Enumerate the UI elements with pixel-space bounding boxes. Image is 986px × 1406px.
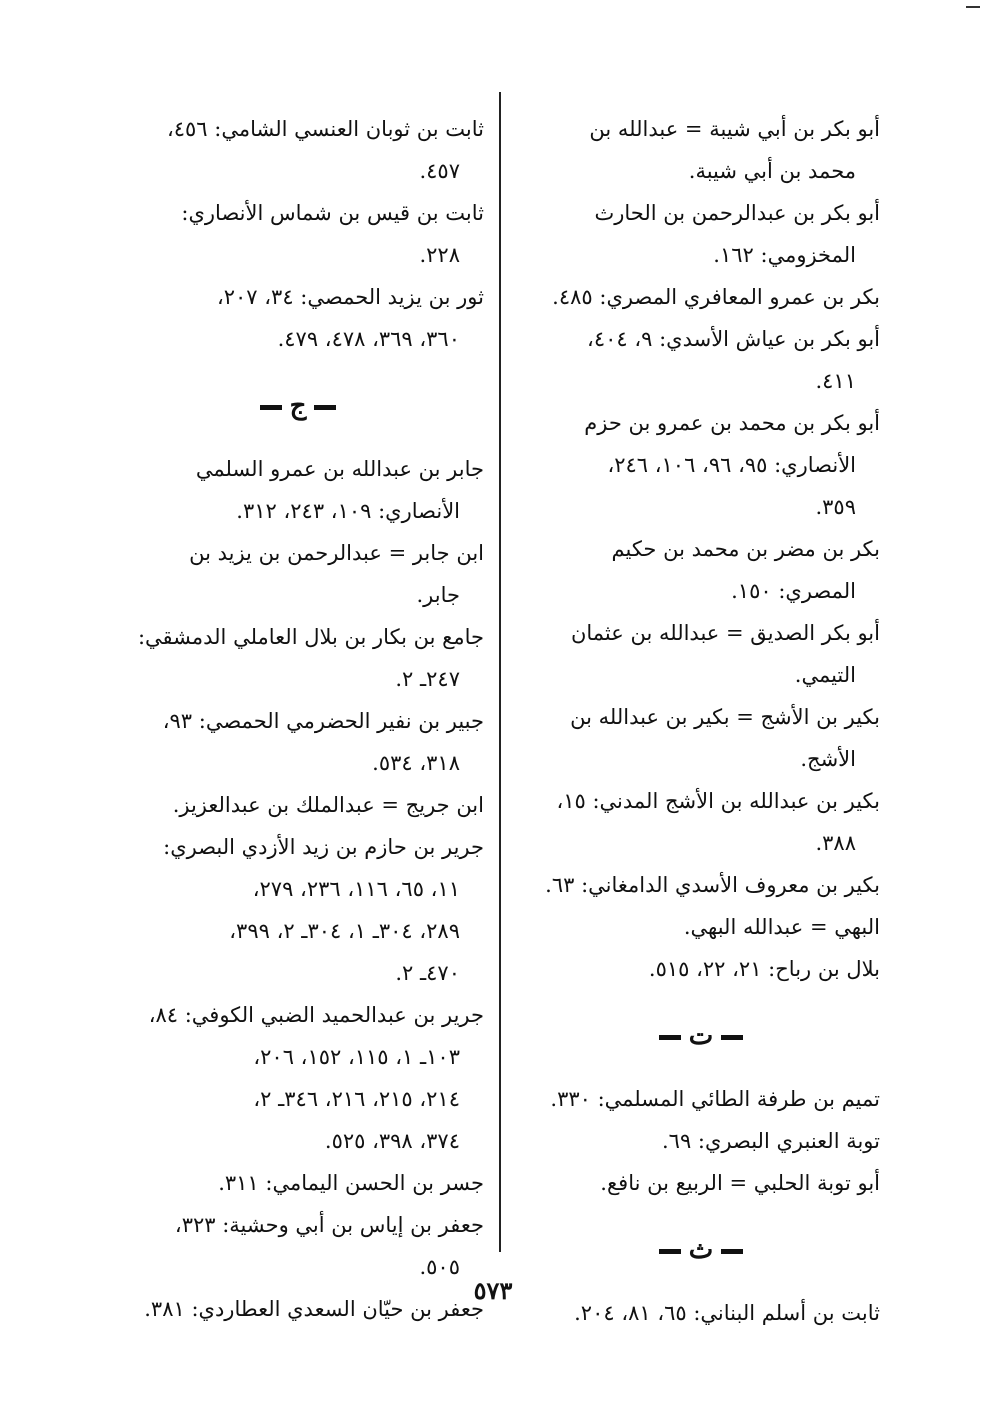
entry-continuation: ٣٨٨. — [815, 831, 856, 855]
index-entry — [112, 826, 484, 994]
entry-line: البهي = عبدالله البهي. — [683, 915, 880, 939]
entry-continuation: المخزومي: ١٦٢. — [713, 243, 856, 267]
entry-line: أبو توبة الحلبي = الربيع بن نافع. — [600, 1171, 880, 1195]
heading-dash — [721, 1035, 743, 1040]
entry-line: أبو بكر بن عبدالرحمن بن الحارث — [594, 201, 880, 225]
index-entry — [522, 276, 880, 318]
entry-continuation: ٢٨٩، ٣٠٤ـ ١، ٣٠٤ـ ٢، ٣٩٩، — [229, 919, 460, 943]
entry-continuation: ٣٧٤، ٣٩٨، ٥٢٥. — [324, 1129, 460, 1153]
entry-continuation: ٤٧٠ـ ٢. — [395, 961, 460, 985]
heading-dash — [314, 405, 336, 410]
index-entry — [112, 108, 484, 192]
section-heading-ta — [522, 1008, 880, 1064]
corner-mark — [966, 6, 980, 8]
entry-line: ثور بن يزيد الحمصي: ٣٤، ٢٠٧، — [216, 285, 484, 309]
entry-line: بكير بن الأشج = بكير بن عبدالله بن — [570, 705, 880, 729]
entry-line: بكر بن عمرو المعافري المصري: ٤٨٥. — [552, 285, 880, 309]
section-letter: ج — [289, 391, 307, 421]
entry-continuation: ٤١١. — [815, 369, 856, 393]
index-entry — [522, 318, 880, 402]
entry-continuation: ١١، ٦٥، ١١٦، ٢٣٦، ٢٧٩، — [252, 877, 460, 901]
index-entry — [522, 696, 880, 780]
entry-line: جعفر بن إياس بن أبي وحشية: ٣٢٣، — [174, 1213, 484, 1237]
entry-line: جامع بن بكار بن بلال العاملي الدمشقي: — [137, 625, 484, 649]
section-heading-jim — [112, 378, 484, 434]
index-entry — [112, 276, 484, 360]
entry-line: ثابت بن قيس بن شماس الأنصاري: — [181, 201, 484, 225]
entry-line: أبو بكر بن عياش الأسدي: ٩، ٤٠٤، — [587, 327, 880, 351]
entry-continuation: ٤٥٧. — [419, 159, 460, 183]
index-entry — [112, 448, 484, 532]
heading-dash — [659, 1035, 681, 1040]
entry-line: أبو بكر بن محمد بن عمرو بن حزم — [584, 411, 880, 435]
entry-line: ثابت بن ثوبان العنسي الشامي: ٤٥٦، — [166, 117, 484, 141]
entry-continuation: الأنصاري: ١٠٩، ٢٤٣، ٣١٢. — [236, 499, 460, 523]
entry-continuation: ٣٦٠، ٣٦٩، ٤٧٨، ٤٧٩. — [277, 327, 460, 351]
entry-line: بكير بن عبدالله بن الأشج المدني: ١٥، — [556, 789, 880, 813]
index-column-left — [112, 108, 484, 1330]
index-entry — [112, 532, 484, 616]
index-entry — [112, 1162, 484, 1204]
entry-line: تميم بن طرفة الطائي المسلمي: ٣٣٠. — [550, 1087, 880, 1111]
index-entry — [522, 612, 880, 696]
entry-continuation: ٥٠٥. — [419, 1255, 460, 1279]
index-entry — [522, 1162, 880, 1204]
entry-line: جرير بن حازم بن زيد الأزدي البصري: — [163, 835, 484, 859]
index-entry — [522, 780, 880, 864]
section-letter: ت — [688, 1021, 714, 1051]
entry-continuation: جابر. — [416, 583, 460, 607]
column-divider — [499, 92, 501, 1252]
heading-dash — [260, 405, 282, 410]
index-entry — [112, 192, 484, 276]
page-number: ٥٧٣ — [473, 1276, 513, 1305]
entry-line: جسر بن الحسن اليمامي: ٣١١. — [218, 1171, 484, 1195]
heading-dash — [721, 1249, 743, 1254]
entry-line: أبو بكر بن أبي شيبة = عبدالله بن — [589, 117, 880, 141]
entry-continuation: التيمي. — [794, 663, 856, 687]
section-letter: ث — [688, 1235, 714, 1265]
index-entry — [522, 528, 880, 612]
entry-continuation: ٢٢٨. — [419, 243, 460, 267]
index-entry — [522, 864, 880, 906]
entry-line: جعفر بن حيّان السعدي العطاردي: ٣٨١. — [144, 1297, 484, 1321]
index-entry — [522, 402, 880, 528]
heading-dash — [659, 1249, 681, 1254]
index-entry — [112, 616, 484, 700]
entry-line: جبير بن نفير الحضرمي الحمصي: ٩٣، — [162, 709, 484, 733]
entry-continuation: ١٠٣ـ ١، ١١٥، ١٥٢، ٢٠٦، — [253, 1045, 460, 1069]
index-entry — [522, 1120, 880, 1162]
entry-line: أبو بكر الصديق = عبدالله بن عثمان — [570, 621, 880, 645]
entry-line: جرير بن عبدالحميد الضبي الكوفي: ٨٤، — [148, 1003, 484, 1027]
index-column-right — [522, 108, 880, 1334]
entry-continuation: الأشج. — [800, 747, 856, 771]
index-entry — [522, 1078, 880, 1120]
entry-line: جابر بن عبدالله بن عمرو السلمي — [195, 457, 484, 481]
entry-continuation: المصري: ١٥٠. — [731, 579, 856, 603]
index-entry — [112, 784, 484, 826]
entry-line: ابن جريج = عبدالملك بن عبدالعزيز. — [172, 793, 484, 817]
index-entry — [522, 192, 880, 276]
index-entry — [112, 700, 484, 784]
entry-line: ثابت بن أسلم البناني: ٦٥، ٨١، ٢٠٤. — [574, 1301, 880, 1325]
index-entry — [522, 948, 880, 990]
entry-line: بكر بن مضر بن محمد بن حكيم — [611, 537, 880, 561]
entry-line: توبة العنبري البصري: ٦٩. — [661, 1129, 880, 1153]
index-entry — [112, 994, 484, 1162]
entry-continuation: محمد بن أبي شيبة. — [688, 159, 856, 183]
index-entry — [522, 906, 880, 948]
entry-continuation: ٢١٤، ٢١٥، ٢١٦، ٣٤٦ـ ٢، — [253, 1087, 460, 1111]
entry-line: ابن جابر = عبدالرحمن بن يزيد بن — [189, 541, 484, 565]
entry-line: بلال بن رباح: ٢١، ٢٢، ٥١٥. — [648, 957, 880, 981]
index-entry — [522, 108, 880, 192]
entry-continuation: ٣١٨، ٥٣٤. — [372, 751, 460, 775]
section-heading-tha — [522, 1222, 880, 1278]
entry-line: بكير بن معروف الأسدي الدامغاني: ٦٣. — [545, 873, 880, 897]
entry-continuation: الأنصاري: ٩٥، ٩٦، ١٠٦، ٢٤٦، — [607, 453, 856, 477]
entry-continuation: ٣٥٩. — [815, 495, 856, 519]
entry-continuation: ٢٤٧ـ ٢. — [395, 667, 460, 691]
